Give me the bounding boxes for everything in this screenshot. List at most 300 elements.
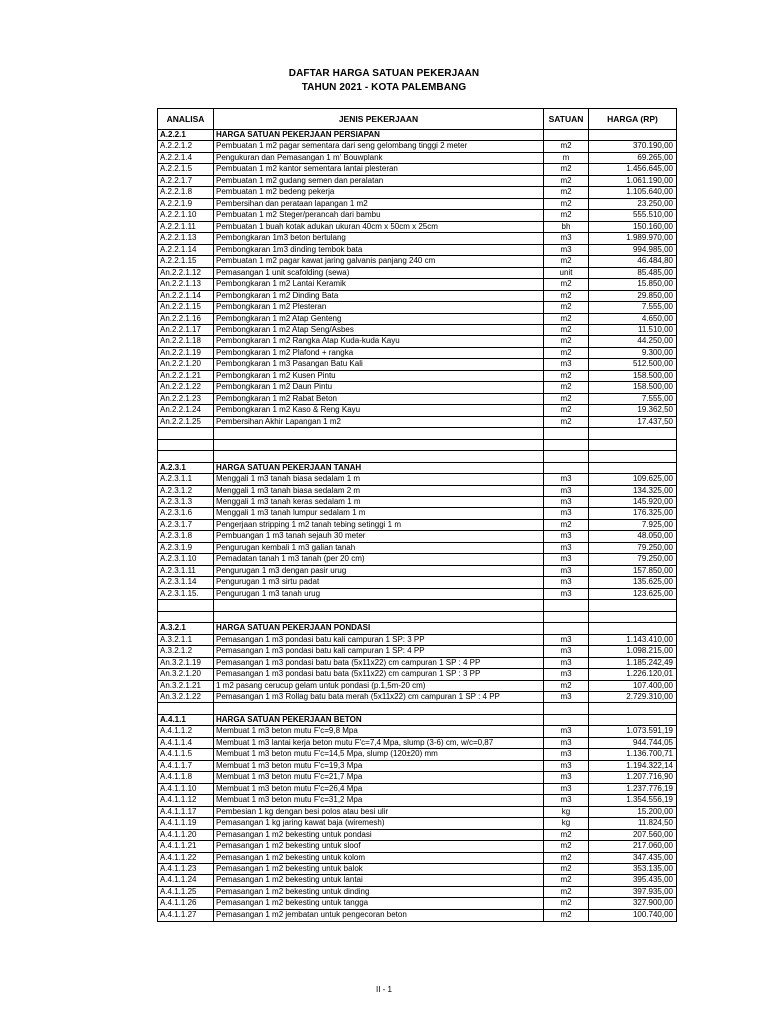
cell-analisa: A.2.2.1.8 (158, 187, 214, 197)
table-row (158, 830, 676, 841)
cell-harga: 7.555,00 (641, 393, 673, 403)
cell-jenis-pekerjaan: Pembesian 1 kg dengan besi polos atau besi ulir (214, 807, 544, 817)
table-row (158, 405, 676, 416)
cell-harga: 48.050,00 (637, 531, 673, 541)
cell-satuan: m3 (544, 726, 589, 736)
table-row (158, 910, 676, 921)
cell-satuan (544, 703, 589, 713)
table-row (158, 371, 676, 382)
table-row (158, 359, 676, 370)
cell-harga: 176.325,00 (632, 508, 673, 518)
cell-satuan: m2 (544, 382, 589, 392)
price-table (157, 108, 677, 922)
cell-jenis-pekerjaan: Pemasangan 1 m2 jembatan untuk pengecoran beton (214, 910, 544, 921)
table-row (158, 703, 676, 714)
table-row (158, 520, 676, 531)
cell-analisa (158, 612, 214, 622)
cell-satuan (544, 600, 589, 610)
table-row (158, 761, 676, 772)
cell-analisa: A.4.1.1.24 (158, 875, 214, 885)
cell-jenis-pekerjaan: Pemasangan 1 kg jaring kawat baja (wiremesh) (214, 818, 544, 828)
cell-harga: 1.226.120,01 (626, 669, 673, 679)
cell-harga: 17.437,50 (637, 416, 673, 426)
cell-analisa: A.2.2.1.13 (158, 233, 214, 243)
cell-analisa: A.4.1.1.19 (158, 818, 214, 828)
cell-analisa: A.4.1.1.17 (158, 807, 214, 817)
cell-harga (589, 703, 676, 713)
cell-jenis-pekerjaan: HARGA SATUAN PEKERJAAN PONDASI (214, 623, 544, 633)
cell-jenis-pekerjaan: Pemasangan 1 m3 pondasi batu bata (5x11x22) cm campuran 1 SP : 3 PP (214, 669, 544, 679)
cell-harga: 395.435,00 (632, 875, 673, 885)
cell-harga: 150.160,00 (632, 221, 673, 231)
cell-satuan: kg (544, 807, 589, 817)
cell-harga: 134.325,00 (632, 485, 673, 495)
table-row (158, 875, 676, 886)
cell-satuan: m2 (544, 291, 589, 301)
cell-jenis-pekerjaan: Pengurugan kembali 1 m3 galian tanah (214, 543, 544, 553)
cell-jenis-pekerjaan: Membuat 1 m3 beton mutu F'c=14,5 Mpa, slump (120±20) mm (214, 749, 544, 759)
table-row (158, 692, 676, 703)
table-row (158, 658, 676, 669)
cell-jenis-pekerjaan: Pemasangan 1 unit scafolding (sewa) (214, 268, 544, 278)
cell-analisa: A.3.2.1.1 (158, 635, 214, 645)
cell-harga (589, 440, 676, 450)
cell-analisa: A.4.1.1.26 (158, 898, 214, 908)
cell-satuan: m3 (544, 669, 589, 679)
table-row (158, 635, 676, 646)
cell-satuan: m3 (544, 749, 589, 759)
cell-analisa: A.4.1.1.12 (158, 795, 214, 805)
cell-satuan: m3 (544, 635, 589, 645)
cell-jenis-pekerjaan: Pemasangan 1 m3 Rollag batu bata merah (5x11x22) cm campuran 1 SP : 4 PP (214, 692, 544, 702)
cell-harga: 207.560,00 (632, 829, 673, 839)
cell-jenis-pekerjaan: Pembongkaran 1 m2 Plesteran (214, 302, 544, 312)
cell-analisa: A.2.3.1.15. (158, 589, 214, 599)
cell-satuan: m2 (544, 520, 589, 530)
cell-analisa (158, 600, 214, 610)
cell-analisa: A.2.2.1.14 (158, 245, 214, 255)
cell-satuan: m3 (544, 359, 589, 369)
table-row (158, 164, 676, 175)
cell-satuan: m3 (544, 646, 589, 656)
cell-analisa: A.2.2.1.15 (158, 256, 214, 266)
table-row (158, 141, 676, 152)
table-row (158, 887, 676, 898)
table-row (158, 394, 676, 405)
cell-analisa: An.2.2.1.24 (158, 405, 214, 415)
cell-jenis-pekerjaan: Membuat 1 m3 beton mutu F'c=9,8 Mpa (214, 726, 544, 736)
table-row (158, 566, 676, 577)
cell-jenis-pekerjaan: Pemasangan 1 m2 bekesting untuk balok (214, 864, 544, 874)
cell-analisa: A.4.1.1.22 (158, 853, 214, 863)
cell-harga (589, 600, 676, 610)
cell-jenis-pekerjaan: Menggali 1 m3 tanah keras sedalam 1 m (214, 497, 544, 507)
cell-satuan: m2 (544, 898, 589, 908)
cell-harga: 19.362,50 (637, 405, 673, 415)
header-jenis-pekerjaan: JENIS PEKERJAAN (214, 109, 544, 129)
table-row (158, 646, 676, 657)
cell-satuan: m2 (544, 314, 589, 324)
cell-analisa (158, 440, 214, 450)
cell-jenis-pekerjaan: Pembuatan 1 m2 Steger/perancah dari bambu (214, 210, 544, 220)
cell-analisa: A.2.2.1.7 (158, 176, 214, 186)
cell-analisa: A.2.2.1.9 (158, 199, 214, 209)
section-header-row (158, 130, 676, 141)
cell-harga: 11.510,00 (638, 324, 673, 334)
cell-jenis-pekerjaan: Pembuatan 1 m2 pagar sementara dari seng gelombang tinggi 2 meter (214, 141, 544, 151)
cell-satuan: m2 (544, 279, 589, 289)
table-row (158, 336, 676, 347)
cell-satuan (544, 612, 589, 622)
table-row (158, 795, 676, 806)
cell-satuan: m3 (544, 233, 589, 243)
cell-harga: 1.073.591,19 (626, 726, 673, 736)
cell-jenis-pekerjaan: Pengukuran dan Pemasangan 1 m' Bouwplank (214, 153, 544, 163)
table-row (158, 268, 676, 279)
cell-satuan: m2 (544, 841, 589, 851)
cell-satuan: m3 (544, 554, 589, 564)
cell-jenis-pekerjaan: Pemasangan 1 m2 bekesting untuk dinding (214, 887, 544, 897)
cell-analisa: A.4.1.1.5 (158, 749, 214, 759)
cell-analisa: A.2.2.1.5 (158, 164, 214, 174)
table-row (158, 864, 676, 875)
cell-satuan: m3 (544, 761, 589, 771)
table-row (158, 279, 676, 290)
cell-harga (589, 623, 676, 633)
cell-jenis-pekerjaan: Pemasangan 1 m2 bekesting untuk kolom (214, 853, 544, 863)
cell-jenis-pekerjaan: Menggali 1 m3 tanah biasa sedalam 1 m (214, 474, 544, 484)
cell-analisa: An.3.2.1.20 (158, 669, 214, 679)
cell-analisa: An.2.2.1.25 (158, 417, 214, 427)
table-row (158, 577, 676, 588)
cell-harga: 158.500,00 (632, 370, 673, 380)
cell-analisa: A.3.2.1 (158, 623, 214, 633)
cell-satuan: m2 (544, 210, 589, 220)
cell-analisa: A.4.1.1.4 (158, 738, 214, 748)
cell-harga: 157.850,00 (632, 565, 673, 575)
cell-analisa (158, 428, 214, 438)
cell-harga: 7.555,00 (641, 302, 673, 312)
cell-jenis-pekerjaan: Menggali 1 m3 tanah lumpur sedalam 1 m (214, 508, 544, 518)
cell-harga: 145.920,00 (632, 497, 673, 506)
table-row (158, 497, 676, 508)
cell-harga: 44.250,00 (637, 336, 673, 346)
cell-satuan: m3 (544, 566, 589, 576)
cell-harga: 123.625,00 (632, 588, 673, 598)
cell-harga: 1.194.322,14 (626, 760, 673, 770)
cell-harga (589, 428, 676, 438)
cell-analisa (158, 451, 214, 461)
cell-jenis-pekerjaan: Menggali 1 m3 tanah biasa sedalam 2 m (214, 486, 544, 496)
cell-satuan: m3 (544, 486, 589, 496)
document-title: DAFTAR HARGA SATUAN PEKERJAAN (288, 68, 480, 79)
table-row (158, 256, 676, 267)
cell-jenis-pekerjaan (214, 600, 544, 610)
cell-harga (589, 715, 676, 725)
table-row (158, 325, 676, 336)
cell-satuan: m3 (544, 692, 589, 702)
cell-harga: 85.485,00 (637, 267, 673, 277)
cell-jenis-pekerjaan: HARGA SATUAN PEKERJAAN PERSIAPAN (214, 130, 544, 140)
table-row (158, 669, 676, 680)
cell-jenis-pekerjaan: Pemadatan tanah 1 m3 tanah (per 20 cm) (214, 554, 544, 564)
cell-analisa: An.2.2.1.15 (158, 302, 214, 312)
cell-jenis-pekerjaan: Pembongkaran 1 m2 Daun Pintu (214, 382, 544, 392)
cell-harga: 994.985,00 (632, 244, 673, 254)
cell-satuan: m2 (544, 176, 589, 186)
table-row (158, 222, 676, 233)
table-row (158, 428, 676, 439)
table-row (158, 451, 676, 462)
cell-jenis-pekerjaan: Pemasangan 1 m3 pondasi batu kali campuran 1 SP: 3 PP (214, 635, 544, 645)
table-row (158, 382, 676, 393)
cell-jenis-pekerjaan: Membuat 1 m3 beton mutu F'c=21,7 Mpa (214, 772, 544, 782)
cell-harga: 327.900,00 (632, 898, 673, 908)
cell-satuan: m2 (544, 830, 589, 840)
cell-satuan: m2 (544, 681, 589, 691)
table-row (158, 818, 676, 829)
cell-analisa: An.2.2.1.18 (158, 336, 214, 346)
cell-jenis-pekerjaan (214, 703, 544, 713)
cell-jenis-pekerjaan: Pemasangan 1 m2 bekesting untuk tangga (214, 898, 544, 908)
cell-analisa: A.2.3.1.1 (158, 474, 214, 484)
cell-satuan: m3 (544, 497, 589, 507)
cell-harga: 347.435,00 (632, 852, 673, 862)
cell-analisa: A.4.1.1.20 (158, 830, 214, 840)
cell-harga: 158.500,00 (632, 382, 673, 392)
cell-harga: 353.135,00 (632, 864, 673, 873)
cell-satuan: m (544, 153, 589, 163)
cell-analisa: A.3.2.1.2 (158, 646, 214, 656)
table-row (158, 612, 676, 623)
cell-jenis-pekerjaan (214, 612, 544, 622)
cell-satuan: m3 (544, 589, 589, 599)
cell-analisa: A.2.3.1.6 (158, 508, 214, 518)
cell-jenis-pekerjaan: Pembuatan 1 buah kotak adukan ukuran 40cm x 50cm x 25cm (214, 222, 544, 232)
table-row (158, 531, 676, 542)
cell-jenis-pekerjaan: Pembersihan Akhir Lapangan 1 m2 (214, 417, 544, 427)
cell-analisa: An.2.2.1.13 (158, 279, 214, 289)
cell-satuan: m2 (544, 336, 589, 346)
table-row (158, 199, 676, 210)
cell-jenis-pekerjaan: Pembuatan 1 m2 bedeng pekerja (214, 187, 544, 197)
cell-satuan: m3 (544, 508, 589, 518)
header-analisa: ANALISA (158, 109, 214, 129)
cell-jenis-pekerjaan: Pembongkaran 1 m2 Rabat Beton (214, 394, 544, 404)
cell-harga: 107.400,00 (632, 680, 673, 690)
cell-analisa: A.4.1.1.8 (158, 772, 214, 782)
cell-jenis-pekerjaan: Pembongkaran 1 m2 Rangka Atap Kuda-kuda Kayu (214, 336, 544, 346)
cell-jenis-pekerjaan: Pembuatan 1 m2 gudang semen dan peralatan (214, 176, 544, 186)
table-row (158, 784, 676, 795)
cell-satuan: m3 (544, 784, 589, 794)
cell-jenis-pekerjaan: Pemasangan 1 m3 pondasi batu kali campuran 1 SP: 4 PP (214, 646, 544, 656)
cell-jenis-pekerjaan: Pembongkaran 1 m2 Dinding Bata (214, 291, 544, 301)
cell-harga: 512.500,00 (632, 359, 673, 369)
cell-harga: 1.136.700,71 (626, 749, 673, 759)
cell-analisa: A.4.1.1.21 (158, 841, 214, 851)
table-row (158, 738, 676, 749)
cell-analisa: A.2.3.1.7 (158, 520, 214, 530)
cell-harga: 1.354.556,19 (626, 795, 673, 805)
cell-harga: 7.925,00 (641, 519, 673, 529)
cell-jenis-pekerjaan (214, 440, 544, 450)
cell-analisa: A.4.1.1.25 (158, 887, 214, 897)
table-row (158, 187, 676, 198)
table-header (158, 109, 676, 130)
cell-harga (589, 612, 676, 622)
cell-harga: 370.190,00 (632, 141, 673, 151)
table-row (158, 314, 676, 325)
table-row (158, 486, 676, 497)
cell-jenis-pekerjaan (214, 428, 544, 438)
cell-satuan (544, 463, 589, 473)
cell-analisa: An.2.2.1.17 (158, 325, 214, 335)
cell-harga: 9.300,00 (641, 347, 673, 357)
cell-jenis-pekerjaan: 1 m2 pasang cerucup gelam untuk pondasi (p.1,5m-20 cm) (214, 681, 544, 691)
cell-satuan: m3 (544, 772, 589, 782)
cell-satuan: m3 (544, 531, 589, 541)
cell-satuan (544, 623, 589, 633)
cell-harga (589, 130, 676, 140)
cell-satuan: m2 (544, 371, 589, 381)
cell-analisa: An.2.2.1.16 (158, 314, 214, 324)
cell-analisa: A.2.3.1.10 (158, 554, 214, 564)
table-row (158, 474, 676, 485)
table-row (158, 291, 676, 302)
cell-jenis-pekerjaan: Pemasangan 1 m2 bekesting untuk lantai (214, 875, 544, 885)
table-row (158, 681, 676, 692)
cell-harga: 2.729.310,00 (626, 691, 673, 701)
cell-jenis-pekerjaan: Pembongkaran 1 m2 Atap Seng/Asbes (214, 325, 544, 335)
table-row (158, 600, 676, 611)
table-row (158, 853, 676, 864)
cell-jenis-pekerjaan: Pembongkaran 1 m2 Atap Genteng (214, 314, 544, 324)
cell-jenis-pekerjaan: Membuat 1 m3 beton mutu F'c=19,3 Mpa (214, 761, 544, 771)
cell-harga: 397.935,00 (632, 886, 673, 896)
cell-harga: 46.484,80 (637, 256, 673, 266)
cell-satuan: m2 (544, 853, 589, 863)
section-header-row (158, 715, 676, 726)
cell-jenis-pekerjaan: Pembongkaran 1 m2 Kusen Pintu (214, 371, 544, 381)
cell-satuan: m3 (544, 795, 589, 805)
cell-harga: 4.650,00 (641, 313, 673, 323)
cell-analisa: A.4.1.1.10 (158, 784, 214, 794)
table-row (158, 841, 676, 852)
cell-harga (589, 463, 676, 473)
table-row (158, 554, 676, 565)
table-row (158, 176, 676, 187)
cell-harga: 11.824,50 (638, 818, 673, 828)
cell-satuan: m2 (544, 394, 589, 404)
cell-satuan: m3 (544, 658, 589, 668)
cell-harga: 109.625,00 (632, 474, 673, 484)
cell-jenis-pekerjaan: Pemasangan 1 m2 bekesting untuk pondasi (214, 830, 544, 840)
cell-jenis-pekerjaan: Pembongkaran 1 m3 Pasangan Batu Kali (214, 359, 544, 369)
cell-harga (589, 451, 676, 461)
cell-analisa: An.3.2.1.19 (158, 658, 214, 668)
cell-satuan: m2 (544, 325, 589, 335)
cell-satuan: unit (544, 268, 589, 278)
cell-analisa: A.2.2.1.2 (158, 141, 214, 151)
cell-satuan: m2 (544, 256, 589, 266)
cell-jenis-pekerjaan: Pembongkaran 1 m2 Plafond + rangka (214, 348, 544, 358)
cell-satuan: m2 (544, 164, 589, 174)
cell-analisa: A.2.2.1.11 (158, 222, 214, 232)
cell-satuan: m2 (544, 199, 589, 209)
cell-jenis-pekerjaan: Pengerjaan stripping 1 m2 tanah tebing setinggi 1 m (214, 520, 544, 530)
table-body (158, 130, 676, 921)
cell-satuan: m3 (544, 474, 589, 484)
cell-jenis-pekerjaan: Pembongkaran 1m3 dinding tembok bata (214, 245, 544, 255)
cell-satuan: kg (544, 818, 589, 828)
cell-jenis-pekerjaan: Membuat 1 m3 beton mutu F'c=26,4 Mpa (214, 784, 544, 794)
cell-satuan (544, 428, 589, 438)
table-row (158, 153, 676, 164)
cell-harga: 79.250,00 (637, 554, 673, 564)
cell-harga: 69.265,00 (637, 152, 673, 162)
cell-analisa: An.3.2.1.22 (158, 692, 214, 702)
cell-jenis-pekerjaan: Pembersihan dan perataan lapangan 1 m2 (214, 199, 544, 209)
cell-harga: 1.143.410,00 (626, 634, 673, 644)
cell-satuan: m2 (544, 348, 589, 358)
header-harga: HARGA (RP) (607, 114, 658, 124)
cell-analisa: An.2.2.1.20 (158, 359, 214, 369)
cell-jenis-pekerjaan: Membuat 1 m3 lantai kerja beton mutu F'c=7,4 Mpa, slump (3-6) cm, w/c=0,87 (214, 738, 544, 748)
cell-jenis-pekerjaan: Pembongkaran 1m3 beton bertulang (214, 233, 544, 243)
cell-satuan: m2 (544, 417, 589, 427)
cell-harga: 15.850,00 (637, 279, 673, 289)
cell-analisa: A.2.2.1.4 (158, 153, 214, 163)
cell-satuan: m2 (544, 302, 589, 312)
section-header-row (158, 463, 676, 474)
cell-jenis-pekerjaan: Pengurugan 1 m3 sirtu padat (214, 577, 544, 587)
cell-analisa: A.4.1.1 (158, 715, 214, 725)
cell-analisa: An.2.2.1.22 (158, 382, 214, 392)
cell-analisa: A.2.3.1.14 (158, 577, 214, 587)
cell-analisa: A.4.1.1.7 (158, 761, 214, 771)
cell-jenis-pekerjaan: Pembongkaran 1 m2 Kaso & Reng Kayu (214, 405, 544, 415)
cell-satuan: m2 (544, 910, 589, 921)
cell-harga: 1.098.215,00 (626, 646, 673, 656)
cell-satuan: m3 (544, 738, 589, 748)
cell-satuan: m2 (544, 875, 589, 885)
cell-analisa: An.2.2.1.12 (158, 268, 214, 278)
cell-satuan: bh (544, 222, 589, 232)
cell-analisa: A.2.3.1.11 (158, 566, 214, 576)
table-row (158, 440, 676, 451)
cell-analisa: An.2.2.1.23 (158, 394, 214, 404)
table-row (158, 210, 676, 221)
table-row (158, 589, 676, 600)
table-row (158, 302, 676, 313)
table-row (158, 726, 676, 737)
cell-harga: 1.207.716,90 (626, 772, 673, 782)
cell-harga: 29.850,00 (637, 290, 673, 300)
cell-harga: 217.060,00 (632, 841, 673, 851)
table-row (158, 417, 676, 428)
cell-harga: 944.744,05 (632, 737, 673, 747)
cell-jenis-pekerjaan: HARGA SATUAN PEKERJAAN TANAH (214, 463, 544, 473)
cell-analisa: A.2.3.1.9 (158, 543, 214, 553)
section-header-row (158, 623, 676, 634)
cell-satuan: m2 (544, 405, 589, 415)
cell-satuan: m2 (544, 141, 589, 151)
cell-jenis-pekerjaan: Pengurugan 1 m3 dengan pasir urug (214, 566, 544, 576)
table-row (158, 543, 676, 554)
cell-satuan: m2 (544, 864, 589, 874)
cell-analisa: A.2.3.1.8 (158, 531, 214, 541)
